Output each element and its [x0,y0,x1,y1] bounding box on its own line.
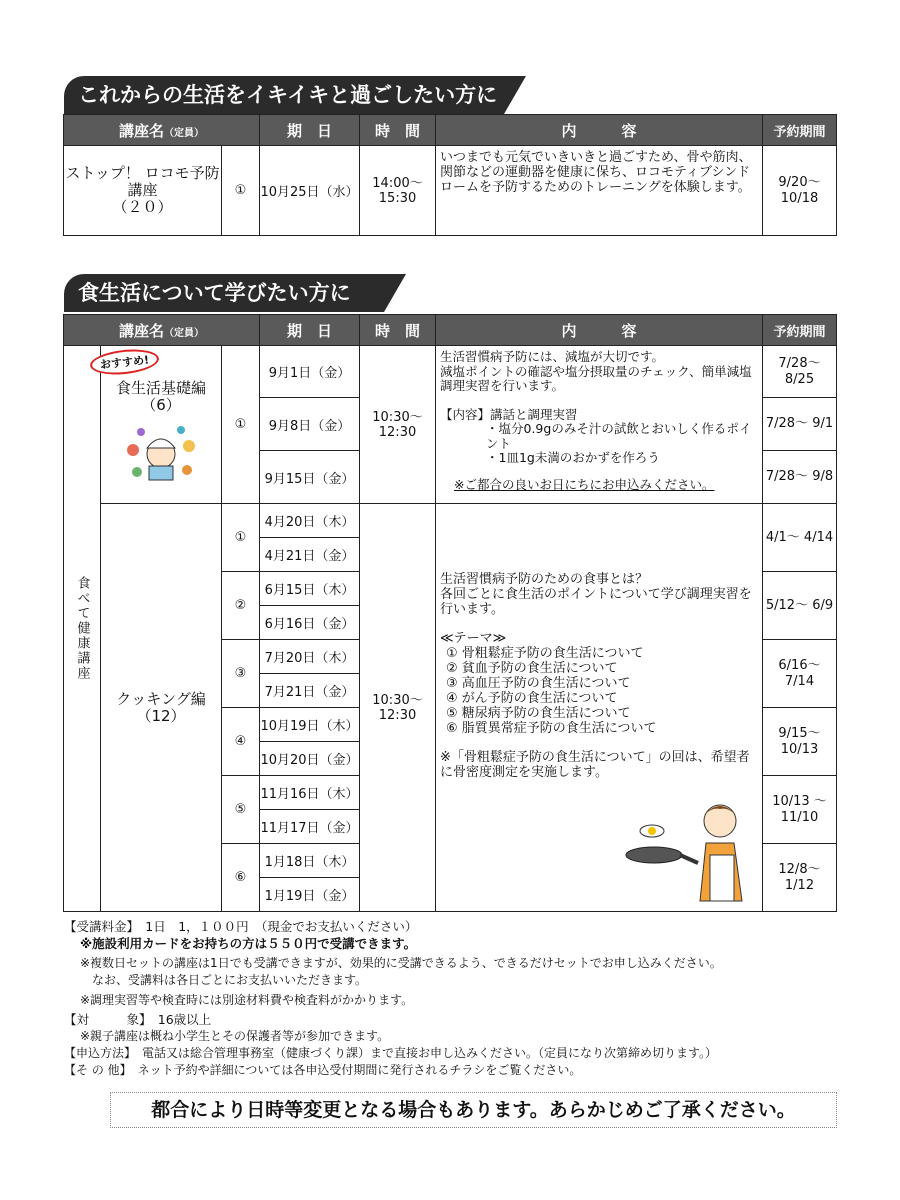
notes [64,918,844,1079]
basic-course-name: 食生活基礎編 （6） [101,346,222,504]
cooking-period: 12/8〜 1/12 [763,844,837,912]
header-time: 時 間 [360,115,436,146]
session-number: ② [222,572,260,640]
basic-period: 7/28〜 9/8 [763,451,837,504]
recommend-badge: おすすめ! [89,346,160,377]
session-number: ⑤ [222,776,260,844]
basic-period: 7/28〜 8/25 [763,346,837,398]
session-number: ① [222,504,260,572]
cooking-date: 1月18日（木） [260,844,360,878]
note-multi-day-payment: なお、受講料は各日ごとにお支払いいただきます。 [80,973,368,987]
header-time: 時 間 [360,315,436,346]
note-other: 【そ の 他】 ネット予約や詳細については各申込受付期間に発行されるチラシをご覧ください。 [64,1063,582,1077]
header-content: 内 容 [436,115,763,146]
header-course: 講座名（定員） [64,315,260,346]
cooking-date: 6月15日（木） [260,572,360,606]
session-number: ⑥ [222,844,260,912]
header-content: 内 容 [436,315,763,346]
session-number: ① [222,346,260,504]
cooking-date: 10月20日（金） [260,742,360,776]
cooking-date: 1月19日（金） [260,878,360,912]
session-number: ④ [222,708,260,776]
cooking-date: 7月21日（金） [260,674,360,708]
cooking-date: 7月20日（木） [260,640,360,674]
chef-illustration [624,793,754,907]
section1-title: これからの生活をイキイキと過ごしたい方に [64,76,504,114]
cooking-period: 6/16〜 7/14 [763,640,837,708]
basic-period: 7/28〜 9/1 [763,398,837,451]
cook-illustration [101,420,221,486]
cooking-date: 6月16日（金） [260,606,360,640]
cooking-course-name: クッキング編 （12） [101,504,222,912]
cooking-date: 10月19日（木） [260,708,360,742]
basic-date: 9月1日（金） [260,346,360,398]
note-extra-fees: ※調理実習等や検査時には別途材料費や検査料がかかります。 [80,993,414,1007]
category-label: 食べて健康講座 [64,346,101,912]
header-course: 講座名（定員） [64,115,260,146]
cooking-time: 10:30〜 12:30 [360,504,436,912]
note-card-discount: ※施設利用カードをお持ちの方は５５０円で受講できます。 [80,936,417,951]
reservation-period: 9/20〜 10/18 [763,146,837,236]
cooking-date: 11月16日（木） [260,776,360,810]
cooking-date: 11月17日（金） [260,810,360,844]
basic-time: 10:30〜 12:30 [360,346,436,504]
basic-date: 9月8日（金） [260,398,360,451]
cooking-date: 4月21日（金） [260,538,360,572]
section2-table [63,314,837,912]
header-period: 予約期間 [763,315,837,346]
session-number: ③ [222,640,260,708]
header-period: 予約期間 [763,115,837,146]
header-date: 期 日 [260,115,360,146]
section2-title: 食生活について学びたい方に [64,274,384,312]
note-target: 【対 象】 16歳以上 [64,1012,212,1027]
cooking-date: 4月20日（木） [260,504,360,538]
note-multi-day: ※複数日セットの講座は1日でも受講できますが、効果的に受講できるよう、できるだけセットでお申し込みください。 [80,956,722,970]
note-parent-child: ※親子講座は概ね小学生とその保護者等が参加できます。 [80,1029,390,1043]
header-date: 期 日 [260,315,360,346]
note-fee: 【受講料金】 1日 1，１００円 （現金でお支払いください） [64,919,418,934]
final-notice: 都合により日時等変更となる場合もあります。あらかじめご了承ください。 [110,1092,837,1128]
basic-date: 9月15日（金） [260,451,360,504]
course-time: 14:00〜 15:30 [360,146,436,236]
course-date: 10月25日（水） [260,146,360,236]
cooking-period: 5/12〜 6/9 [763,572,837,640]
section1-table [63,114,837,236]
session-number: ① [222,146,260,236]
cooking-content: 生活習慣病予防のための食事とは？ 各回ごとに食生活のポイントについて学び調理実習を行います。 ≪テーマ≫ ① 骨粗鬆症予防の食生活について ② 貧血予防の食生活について ③ 高血圧予防の食生活について ④ がん予防の食生活について ⑤ 糖尿病予防の食生活について ⑥ 脂質異常症予防の食生活について ※「骨粗鬆症予防の食生活について」の回は、希望者に骨密度測定を実施します。 [436,504,763,912]
course-name: ストップ！ ロコモ予防 講座 （２０） [64,146,222,236]
cooking-period: 4/1〜 4/14 [763,504,837,572]
cooking-period: 10/13 〜 11/10 [763,776,837,844]
note-application: 【申込方法】 電話又は総合管理事務室（健康づくり課）まで直接お申し込みください。（定員になり次第締め切ります。） [64,1046,718,1060]
course-content: いつまでも元気でいきいきと過ごすため、骨や筋肉、関節などの運動器を健康に保ち、ロコモティブシンドロームを予防するためのトレーニングを体験します。 [436,146,763,236]
cooking-period: 9/15〜 10/13 [763,708,837,776]
basic-content: 生活習慣病予防には、減塩が大切です。 減塩ポイントの確認や塩分摂取量のチェック、簡単減塩調理実習を行います。 【内容】講話と調理実習 ・塩分0.9gのみそ汁の試飲とおいしく作るポイント ・1皿1g未満のおかずを作ろう ※ご都合の良いお日にちにお申込みください。 [436,346,763,504]
